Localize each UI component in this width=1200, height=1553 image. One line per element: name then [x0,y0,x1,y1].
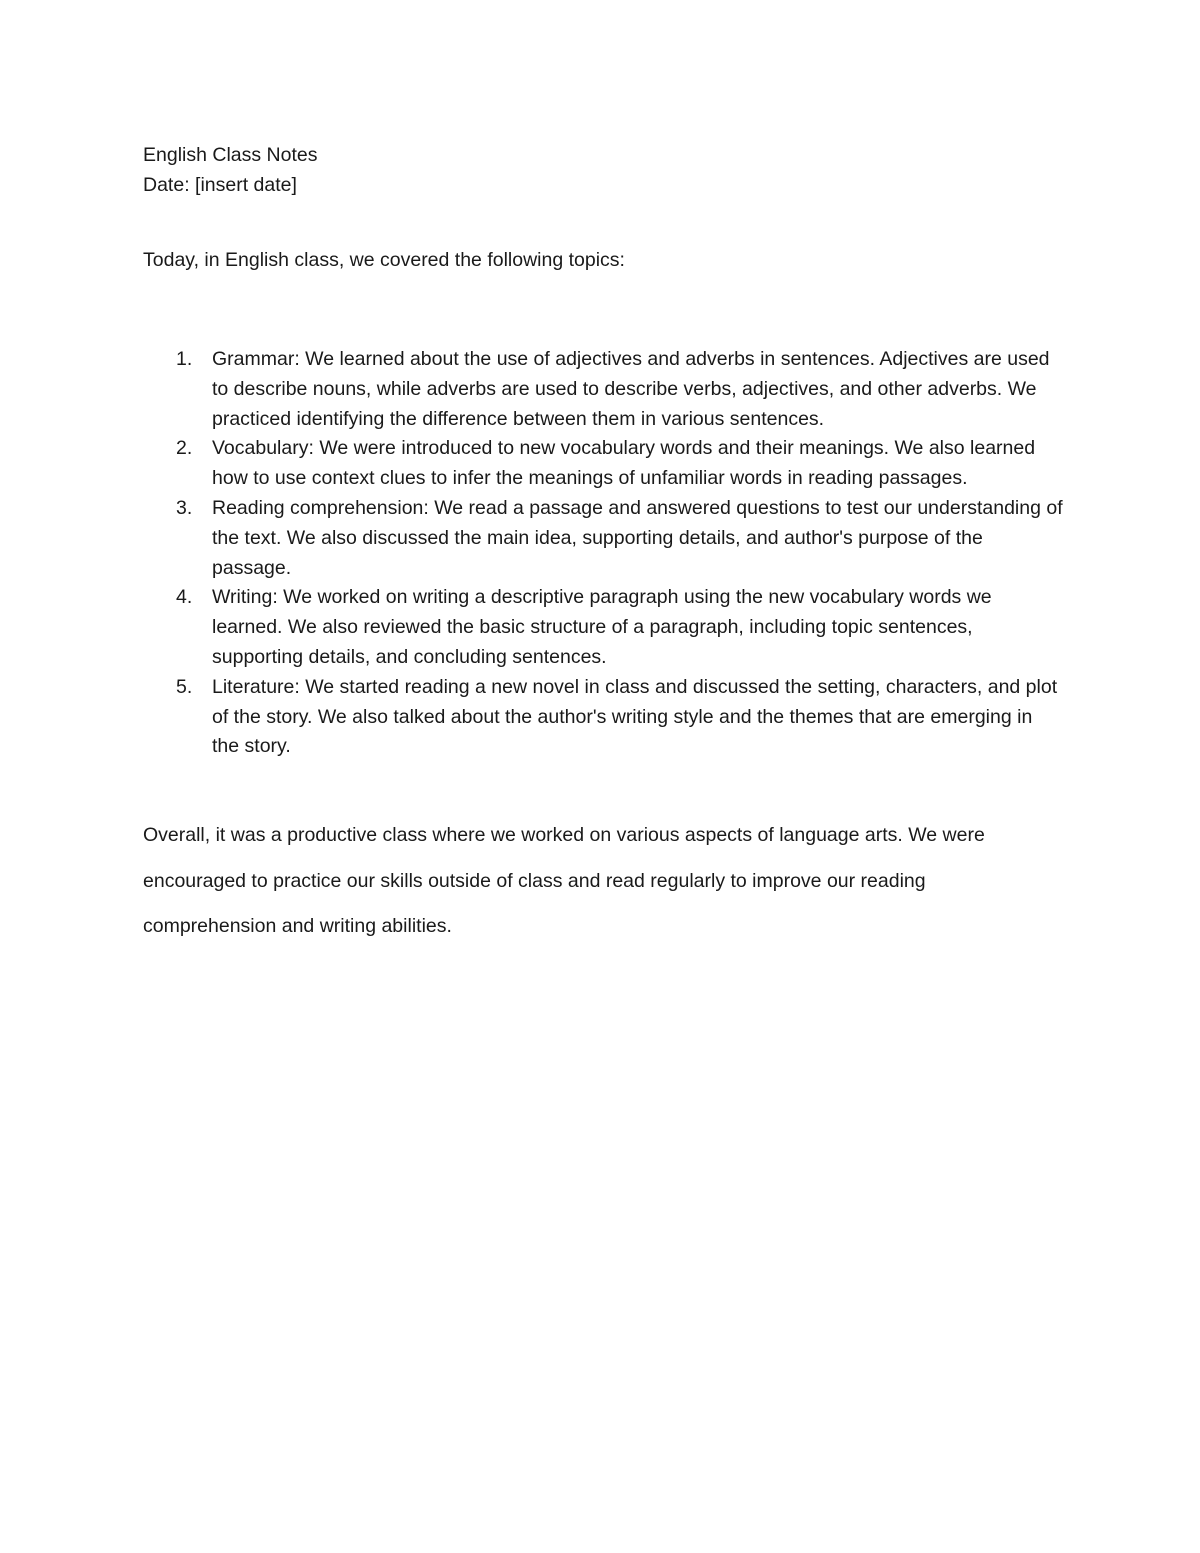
topic-item-vocabulary [143,434,1063,494]
topic-text: Reading comprehension: We read a passage and answered questions to test our understanding of the text. We also discussed the main idea, supporting details, and author's purpose of the passage. [212,496,1063,579]
document-content [143,140,1063,950]
topic-item-reading-comprehension [143,494,1063,583]
topic-number: 3. [176,496,193,519]
date-line: Date: [insert date] [143,174,297,196]
topic-text: Vocabulary: We were introduced to new vocabulary words and their meanings. We also learned how to use context clues to infer the meanings of unfamiliar words in reading passages. [212,437,1036,490]
document-title: English Class Notes [143,144,318,166]
topic-text: Writing: We worked on writing a descriptive paragraph using the new vocabulary words we learned. We also reviewed the basic structure of a paragraph, including topic sentences, supporting details, and concluding sentences. [212,586,992,668]
topic-number: 1. [176,348,193,370]
topic-item-writing [143,583,1063,672]
topic-text: Literature: We started reading a new novel in class and discussed the setting, characters, and plot of the story. We also talked about the author's writing style and the themes that are emerging in the story. [212,675,1058,758]
summary-paragraph: Overall, it was a productive class where we worked on various aspects of language arts. We were encouraged to practice our skills outside of class and read regularly to improve our reading comprehension and writing abilities. [143,824,985,938]
topic-number: 4. [176,586,193,609]
intro-paragraph: Today, in English class, we covered the following topics: [143,249,625,271]
topic-number: 2. [176,437,193,460]
topics-list [143,345,1063,762]
topic-item-literature [143,673,1063,762]
topic-text: Grammar: We learned about the use of adjectives and adverbs in sentences. Adjectives are used to describe nouns, while adverbs are used to describe verbs, adjectives, and other adverbs. We practiced identifying the difference between them in various sentences. [212,348,1050,430]
topic-item-grammar [143,345,1063,434]
topic-number: 5. [176,675,193,698]
